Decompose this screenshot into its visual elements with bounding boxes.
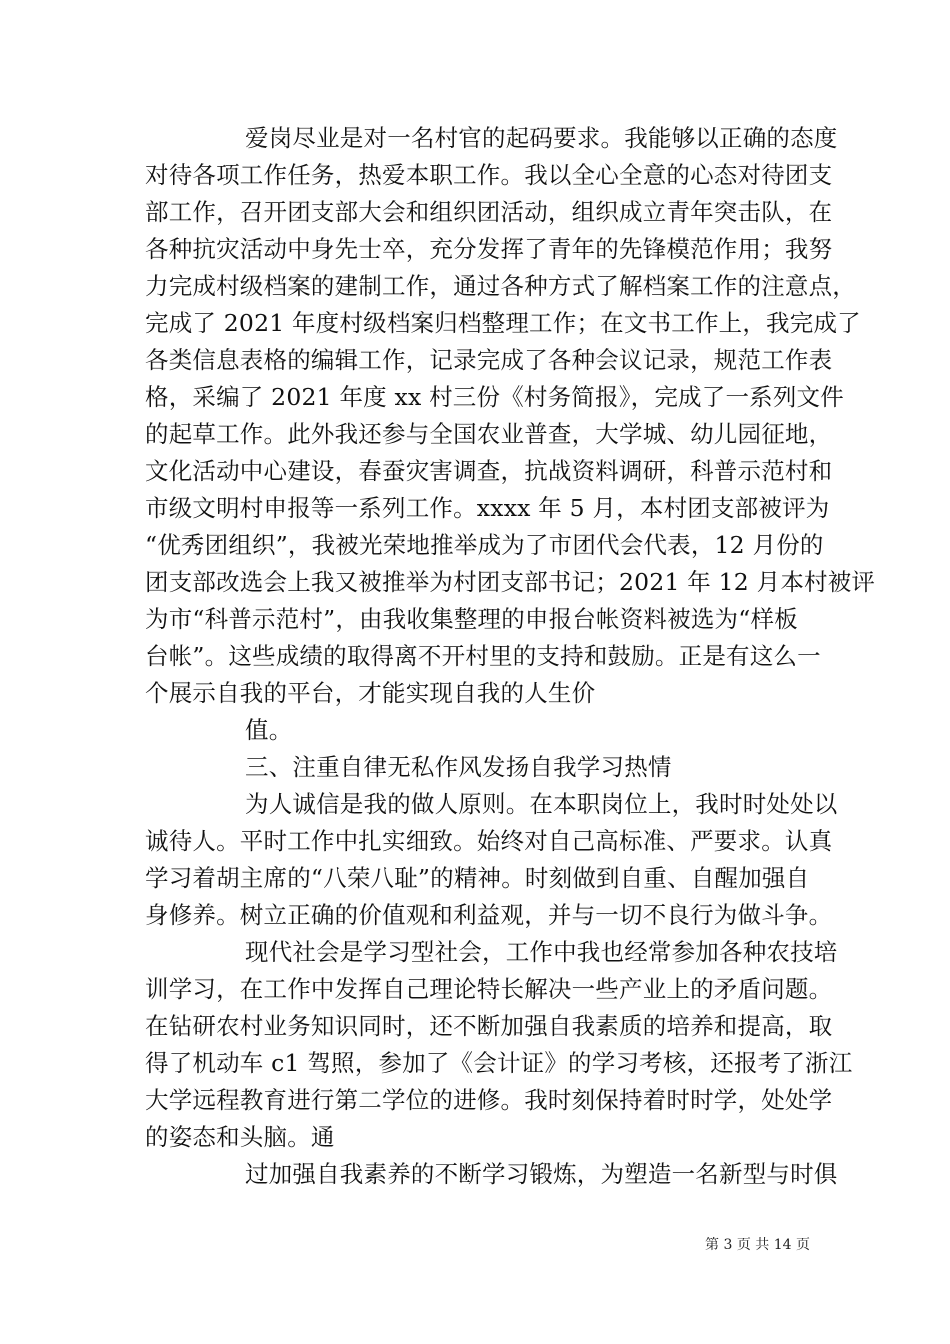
text-line-27: 大学远程教育进行第二学位的进修。我时刻保持着时时学，处处学	[145, 1086, 833, 1114]
text-line-7: 各类信息表格的编辑工作，记录完成了各种会议记录，规范工作表	[145, 346, 833, 374]
text-line-4: 各种抗灾活动中身先士卒，充分发挥了青年的先锋模范作用；我努	[145, 235, 833, 263]
text-line-26: 得了机动车 c1 驾照，参加了《会计证》的学习考核，还报考了浙江	[145, 1049, 853, 1077]
text-line-23: 现代社会是学习型社会，工作中我也经常参加各种农技培	[245, 938, 838, 966]
text-line-8: 格，采编了 2021 年度 xx 村三份《村务简报》，完成了一系列文件	[145, 383, 844, 411]
text-line-5: 力完成村级档案的建制工作，通过各种方式了解档案工作的注意点，	[145, 272, 856, 300]
text-line-22: 身修养。树立正确的价值观和利益观，并与一切不良行为做斗争。	[145, 901, 833, 929]
text-line-6: 完成了 2021 年度村级档案归档整理工作；在文书工作上，我完成了	[145, 309, 861, 337]
section-heading: 三、注重自律无私作风发扬自我学习热情	[245, 753, 672, 781]
text-line-1: 爱岗尽业是对一名村官的起码要求。我能够以正确的态度	[245, 124, 838, 152]
text-line-20: 诚待人。平时工作中扎实细致。始终对自己高标准、严要求。认真	[145, 827, 833, 855]
text-line-28: 的姿态和头脑。通	[145, 1123, 335, 1151]
text-line-9: 的起草工作。此外我还参与全国农业普查，大学城、幼儿园征地，	[145, 420, 833, 448]
text-line-3: 部工作，召开团支部大会和组织团活动，组织成立青年突击队，在	[145, 198, 833, 226]
text-line-17: 值。	[245, 716, 293, 744]
text-line-2: 对待各项工作任务，热爱本职工作。我以全心全意的心态对待团支	[145, 161, 833, 189]
text-line-12: “优秀团组织”，我被光荣地推举成为了市团代会代表，12 月份的	[145, 531, 824, 559]
text-line-25: 在钻研农村业务知识同时，还不断加强自我素质的培养和提高，取	[145, 1012, 833, 1040]
text-line-19: 为人诚信是我的做人原则。在本职岗位上，我时时处处以	[245, 790, 838, 818]
text-line-13: 团支部改选会上我又被推举为村团支部书记；2021 年 12 月本村被评	[145, 568, 876, 596]
text-line-14: 为市“科普示范村”，由我收集整理的申报台帐资料被选为“样板	[145, 605, 798, 633]
text-line-24: 训学习，在工作中发挥自己理论特长解决一些产业上的矛盾问题。	[145, 975, 833, 1003]
text-line-29: 过加强自我素养的不断学习锻炼，为塑造一名新型与时俱	[245, 1160, 838, 1188]
text-line-10: 文化活动中心建设，春蚕灾害调查，抗战资料调研，科普示范村和	[145, 457, 833, 485]
page-number: 第 3 页 共 14 页	[705, 1237, 810, 1253]
text-line-16: 个展示自我的平台，才能实现自我的人生价	[145, 679, 596, 707]
text-line-11: 市级文明村申报等一系列工作。xxxx 年 5 月，本村团支部被评为	[145, 494, 830, 522]
text-line-21: 学习着胡主席的“八荣八耻”的精神。时刻做到自重、自醒加强自	[145, 864, 810, 892]
text-line-15: 台帐”。这些成绩的取得离不开村里的支持和鼓励。正是有这么一	[145, 642, 821, 670]
